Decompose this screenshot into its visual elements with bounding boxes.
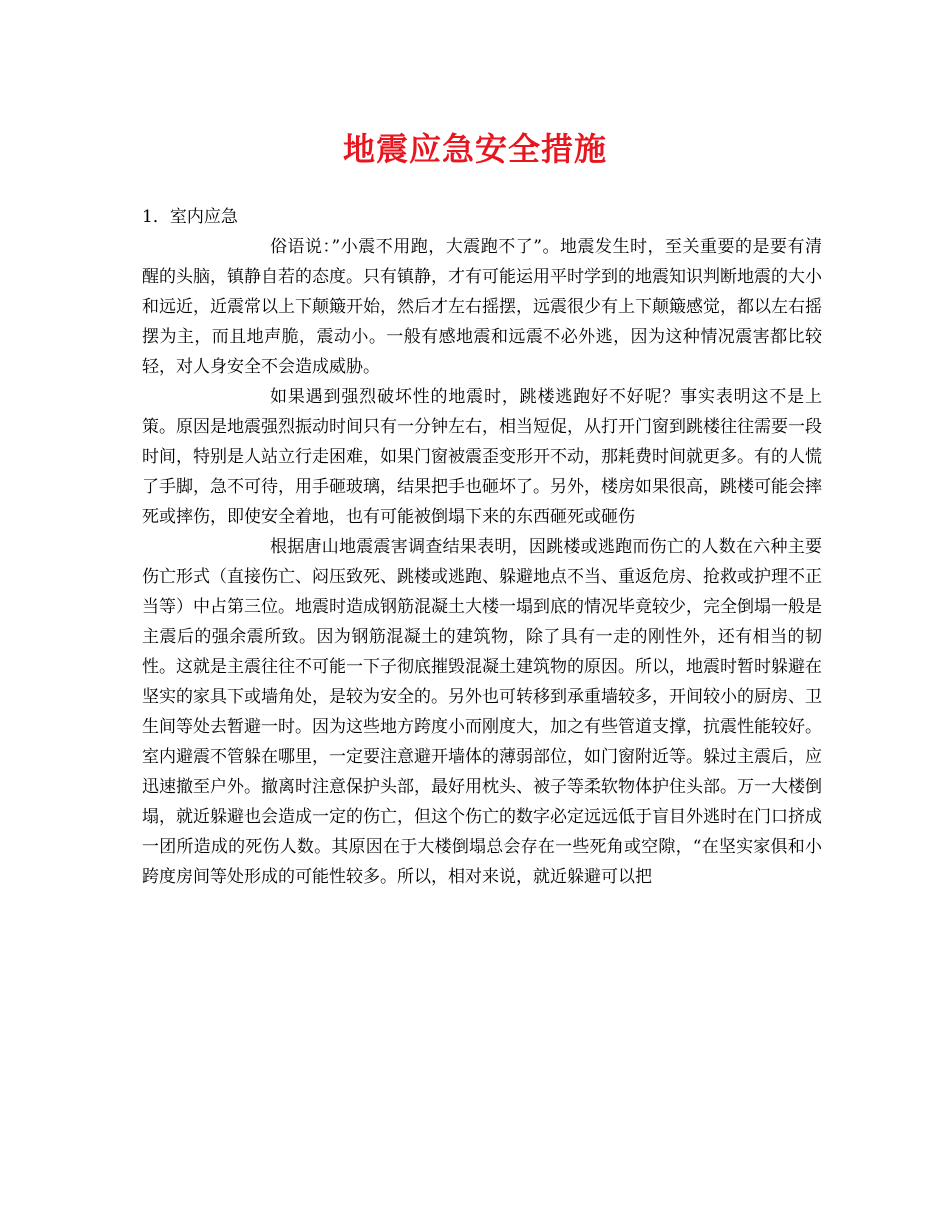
paragraph-1: 俗语说：”小震不用跑，大震跑不了”。地震发生时，至关重要的是要有清醒的头脑，镇静自若的态度。只有镇静，才有可能运用平时学到的地震知识判断地震的大小和远近，近震常以上下颠簸开始，然后才左右摇摆，远震很少有上下颠簸感觉，都以左右摇摆为主，而且地声脆，震动小。一般有感地震和远震不必外逃，因为这种情况震害都比较轻，对人身安全不会造成威胁。 bbox=[142, 237, 822, 377]
paragraph-2: 如果遇到强烈破坏性的地震时，跳楼逃跑好不好呢？事实表明这不是上策。原因是地震强烈振动时间只有一分钟左右，相当短促，从打开门窗到跳楼往往需要一段时间，特别是人站立行走困难，如果门窗被震歪变形开不动，那耗费时间就更多。有的人慌了手脚，急不可待，用手砸玻璃，结果把手也砸坏了。另外，楼房如果很高，跳楼可能会摔死或摔伤，即使安全着地，也有可能被倒塌下来的东西砸死或砸伤 bbox=[142, 387, 822, 527]
paragraph-3: 根据唐山地震震害调查结果表明，因跳楼或逃跑而伤亡的人数在六种主要伤亡形式（直接伤亡、闷压致死、跳楼或逃跑、躲避地点不当、重返危房、抢救或护理不正当等）中占第三位。地震时造成钢筋混凝土大楼一塌到底的情况毕竟较少，完全倒塌一般是主震后的强余震所致。因为钢筋混凝土的建筑物，除了具有一走的刚性外，还有相当的韧性。这就是主震往往不可能一下子彻底摧毁混凝土建筑物的原因。所以，地震时暂时躲避在坚实的家具下或墙角处，是较为安全的。另外也可转移到承重墙较多，开间较小的厨房、卫生间等处去暂避一时。因为这些地方跨度小而刚度大，加之有些管道支撑，抗震性能较好。室内避震不管躲在哪里，一定要注意避开墙体的薄弱部位，如门窗附近等。躲过主震后，应迅速撤至户外。撤离时注意保护头部，最好用枕头、被子等柔软物体护住头部。万一大楼倒塌，就近躲避也会造成一定的伤亡，但这个伤亡的数字必定远远低于盲目外逃时在门口挤成一团所造成的死伤人数。其原因在于大楼倒塌总会存在一些死角或空隙，“在坚实家俱和小跨度房间等处形成的可能性较多。所以，相对来说，就近躲避可以把 bbox=[142, 537, 822, 887]
document-title: 地震应急安全措施 bbox=[342, 130, 607, 168]
section-heading: 1．室内应急 bbox=[142, 207, 238, 227]
document-body bbox=[142, 202, 822, 892]
